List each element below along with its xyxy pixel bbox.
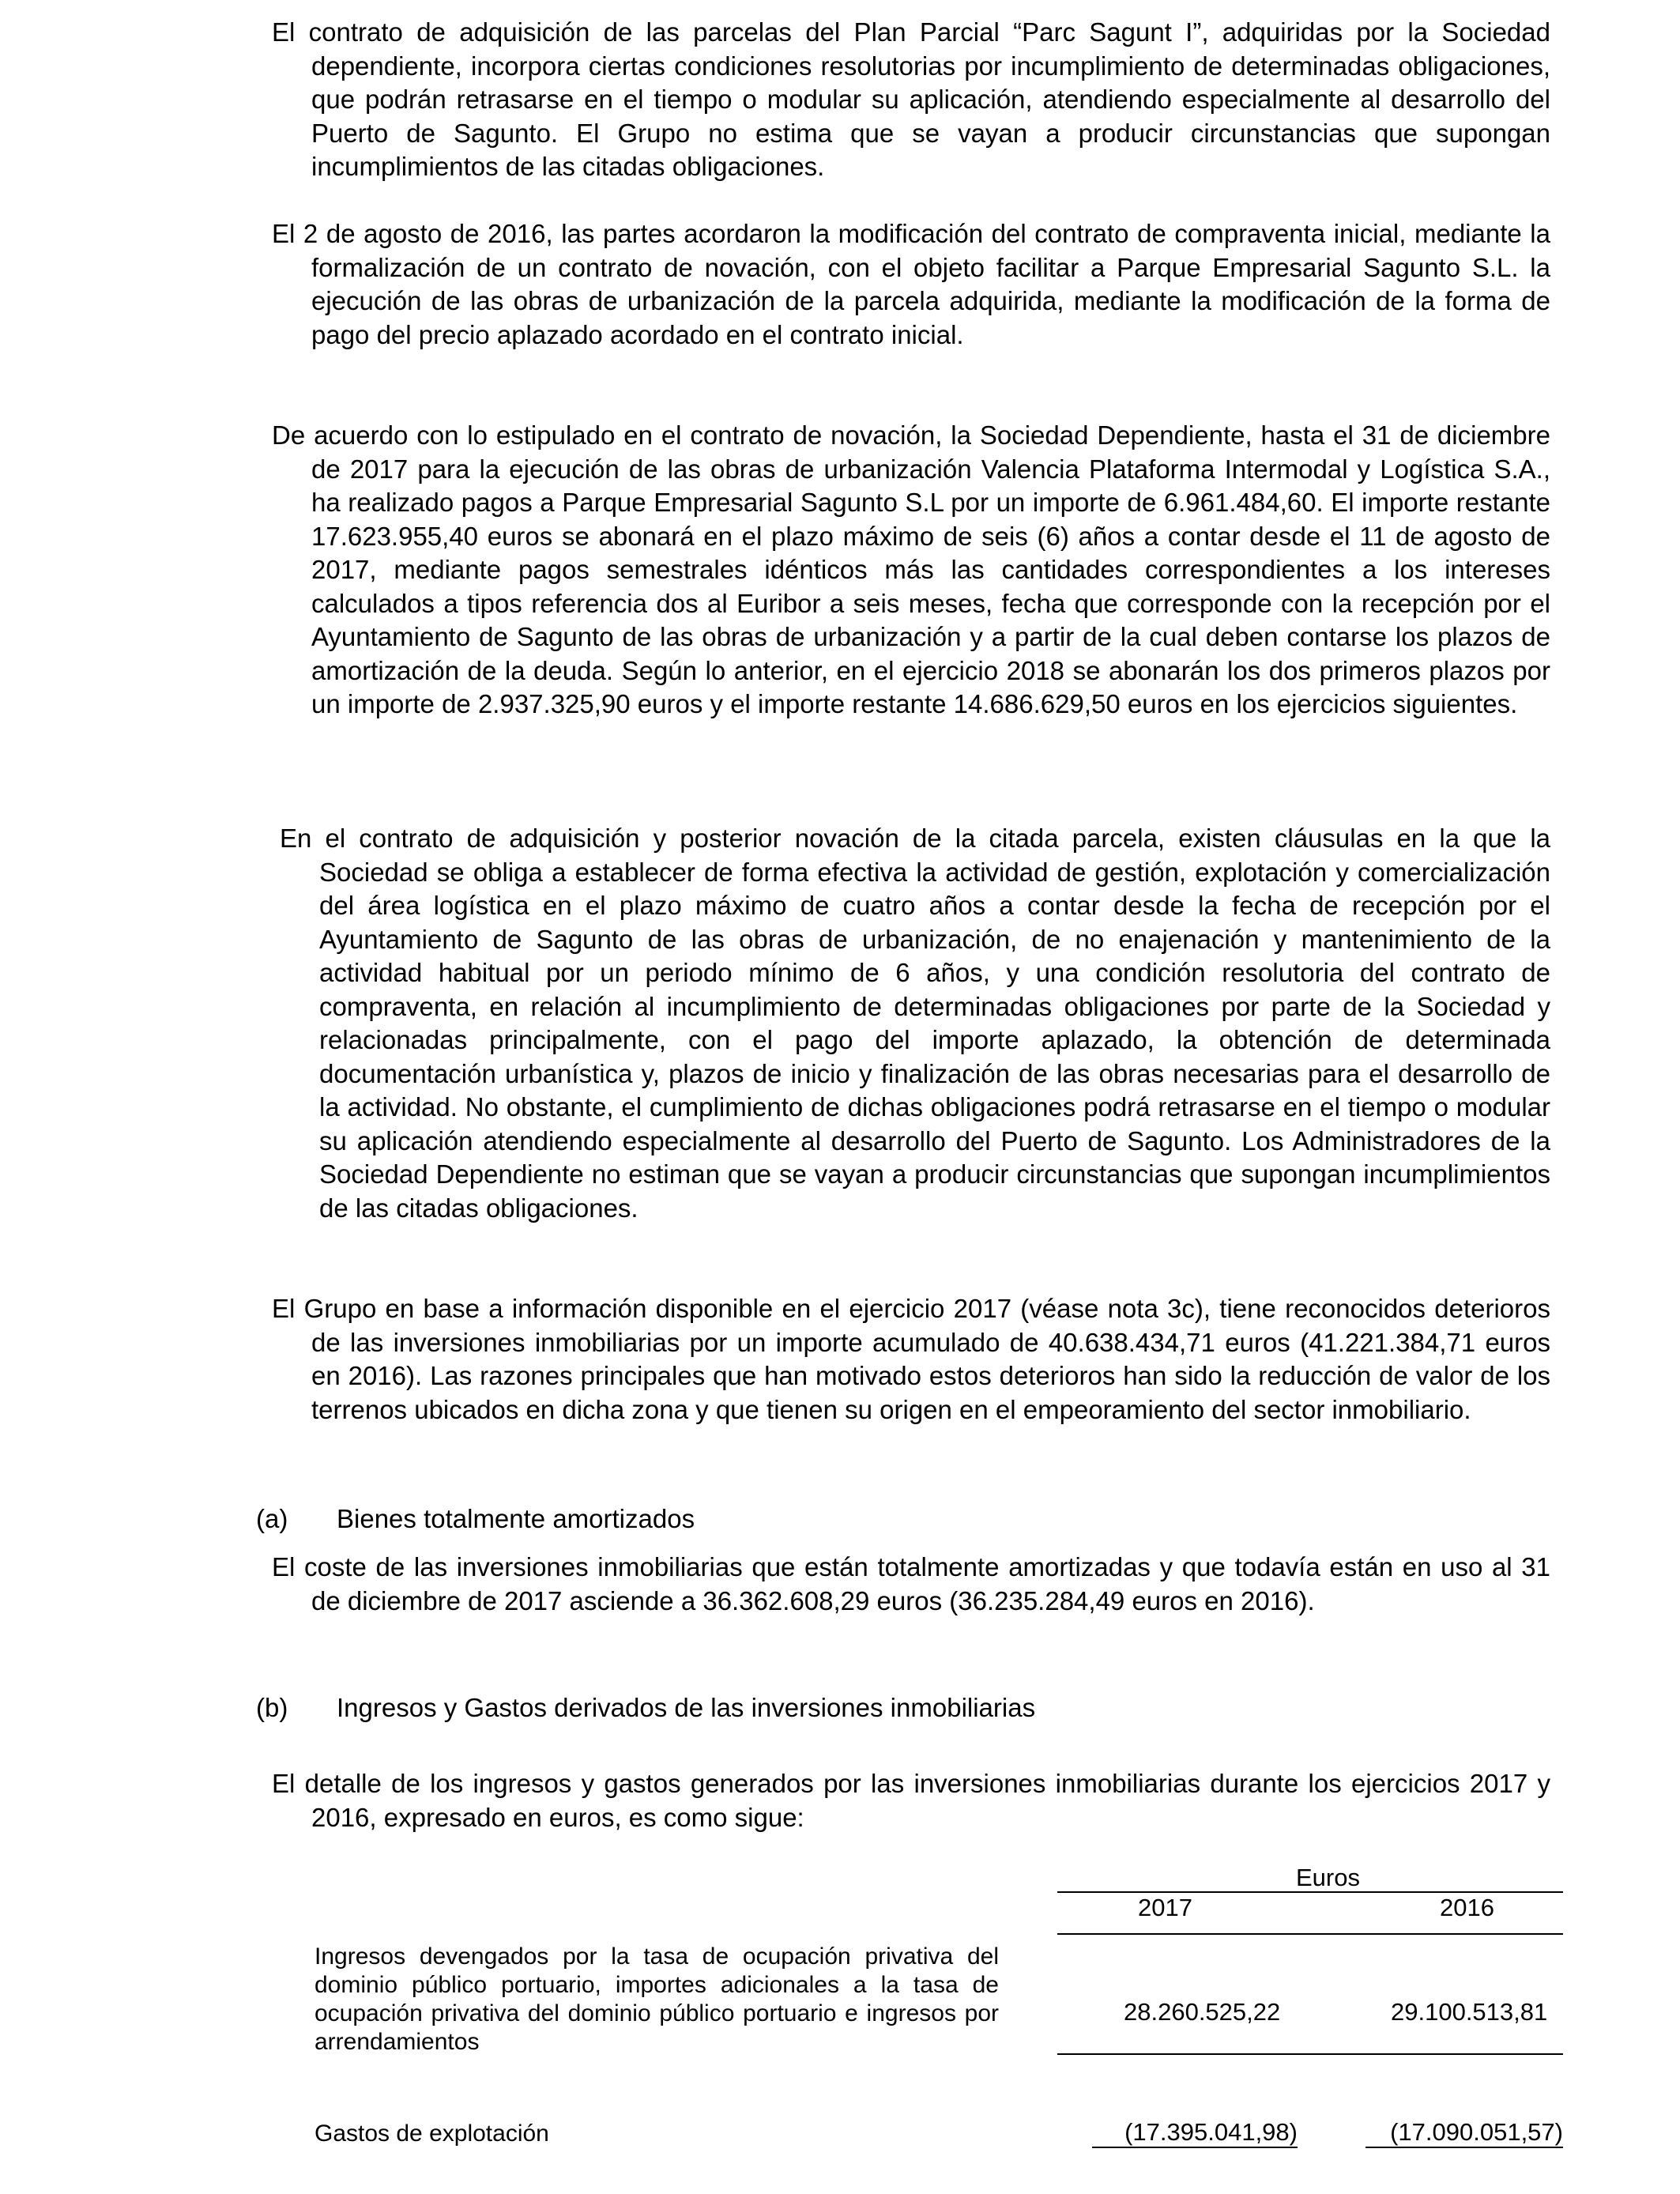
table-row-ingresos-2017: 28.260.525,22 <box>1124 1998 1281 2026</box>
table-column-2017: 2017 <box>1138 1894 1192 1921</box>
section-b-letter: (b) <box>256 1693 288 1722</box>
paragraph-contract-clauses: En el contrato de adquisición y posterior novación de la citada parcela, existen cláusulas en la que la Sociedad se obliga a establecer de forma efectiva la actividad de gestión, explotación y comercialización del área logística en el plazo máximo de cuatro años a contar desde la fecha de recepción por el Ayuntamiento de Sagunto de las obras de urbanización, de no enajenación y mantenimiento de la actividad habitual por un periodo mínimo de 6 años, y una condición resolutoria del contrato de compraventa, en relación al incumplimiento de determinadas obligaciones por parte de la Sociedad y relacionadas principalmente, con el pago del importe aplazado, la obtención de determinada documentación urbanística y, plazos de inicio y finalización de las obras necesarias para el desarrollo de la actividad. No obstante, el cumplimiento de dichas obligaciones podrá retrasarse en el tiempo o modular su aplicación atendiendo especialmente al desarrollo del Puerto de Sagunto. Los Administradores de la Sociedad Dependiente no estiman que se vayan a producir circunstancias que supongan incumplimientos de las citadas obligaciones. <box>280 824 1550 1223</box>
table-header-rule <box>1057 1891 1563 1893</box>
section-a-title: Bienes totalmente amortizados <box>337 1504 695 1533</box>
paragraph-novation-agreement: El 2 de agosto de 2016, las partes acordaron la modificación del contrato de compraventa inicial, mediante la formalización de un contrato de novación, con el objeto facilitar a Parque Empresarial Sagunto S.L. la ejecución de las obras de urbanización de la parcela adquirida, mediante la modificación de la forma de pago del precio aplazado acordado en el contrato inicial. <box>272 219 1550 349</box>
table-column-2016: 2016 <box>1440 1894 1494 1921</box>
table-subtotal-rule <box>1057 2053 1563 2055</box>
table-row-gastos-label: Gastos de explotación <box>315 2120 549 2147</box>
table-column-rule <box>1057 1933 1563 1935</box>
table-unit-header: Euros <box>1296 1864 1360 1891</box>
table-row-ingresos-2016: 29.100.513,81 <box>1391 1998 1548 2026</box>
paragraph-payment-terms: De acuerdo con lo estipulado en el contrato de novación, la Sociedad Dependiente, hasta el 31 de diciembre de 2017 para la ejecución de las obras de urbanización Valencia Plataforma Intermodal y Logística S.A., ha realizado pagos a Parque Empresarial Sagunto S.L por un importe de 6.961.484,60. El importe restante 17.623.955,40 euros se abonará en el plazo máximo de seis (6) años a contar desde el 11 de agosto de 2017, mediante pagos semestrales idénticos más las cantidades correspondientes a los intereses calculados a tipos referencia dos al Euribor a seis meses, fecha que corresponde con la recepción por el Ayuntamiento de Sagunto de las obras de urbanización y a partir de la cual deben contarse los plazos de amortización de la deuda. Según lo anterior, en el ejercicio 2018 se abonarán los dos primeros plazos por un importe de 2.937.325,90 euros y el importe restante 14.686.629,50 euros en los ejercicios siguientes. <box>272 420 1550 718</box>
table-row-gastos-2016: (17.090.051,57) <box>1365 2118 1563 2148</box>
table-row-gastos-2017: (17.395.041,98) <box>1092 2118 1298 2148</box>
paragraph-parc-sagunt: El contrato de adquisición de las parcelas del Plan Parcial “Parc Sagunt I”, adquiridas por la Sociedad dependiente, incorpora ciertas condiciones resolutorias por incumplimiento de determinadas obligaciones, que podrán retrasarse en el tiempo o modular su aplicación, atendiendo especialmente al desarrollo del Puerto de Sagunto. El Grupo no estima que se vayan a producir circunstancias que supongan incumplimientos de las citadas obligaciones. <box>272 17 1550 181</box>
section-b-paragraph: El detalle de los ingresos y gastos generados por las inversiones inmobiliarias durante los ejercicios 2017 y 2016, expresado en euros, es como sigue: <box>272 1769 1550 1832</box>
section-b-title: Ingresos y Gastos derivados de las inversiones inmobiliarias <box>337 1693 1036 1722</box>
table-row-ingresos-label: Ingresos devengados por la tasa de ocupación privativa del dominio público portuario, importes adicionales a la tasa de ocupación privativa del dominio público portuario e ingresos por arrendamientos <box>315 1943 999 2055</box>
section-a-letter: (a) <box>256 1504 288 1533</box>
section-a-paragraph: El coste de las inversiones inmobiliarias que están totalmente amortizadas y que todavía están en uso al 31 de diciembre de 2017 asciende a 36.362.608,29 euros (36.235.284,49 euros en 2016). <box>272 1552 1550 1615</box>
paragraph-impairment: El Grupo en base a información disponible en el ejercicio 2017 (véase nota 3c), tiene reconocidos deterioros de las inversiones inmobiliarias por un importe acumulado de 40.638.434,71 euros (41.221.384,71 euros en 2016). Las razones principales que han motivado estos deterioros han sido la reducción de valor de los terrenos ubicados en dicha zona y que tienen su origen en el empeoramiento del sector inmobiliario. <box>272 1294 1550 1424</box>
